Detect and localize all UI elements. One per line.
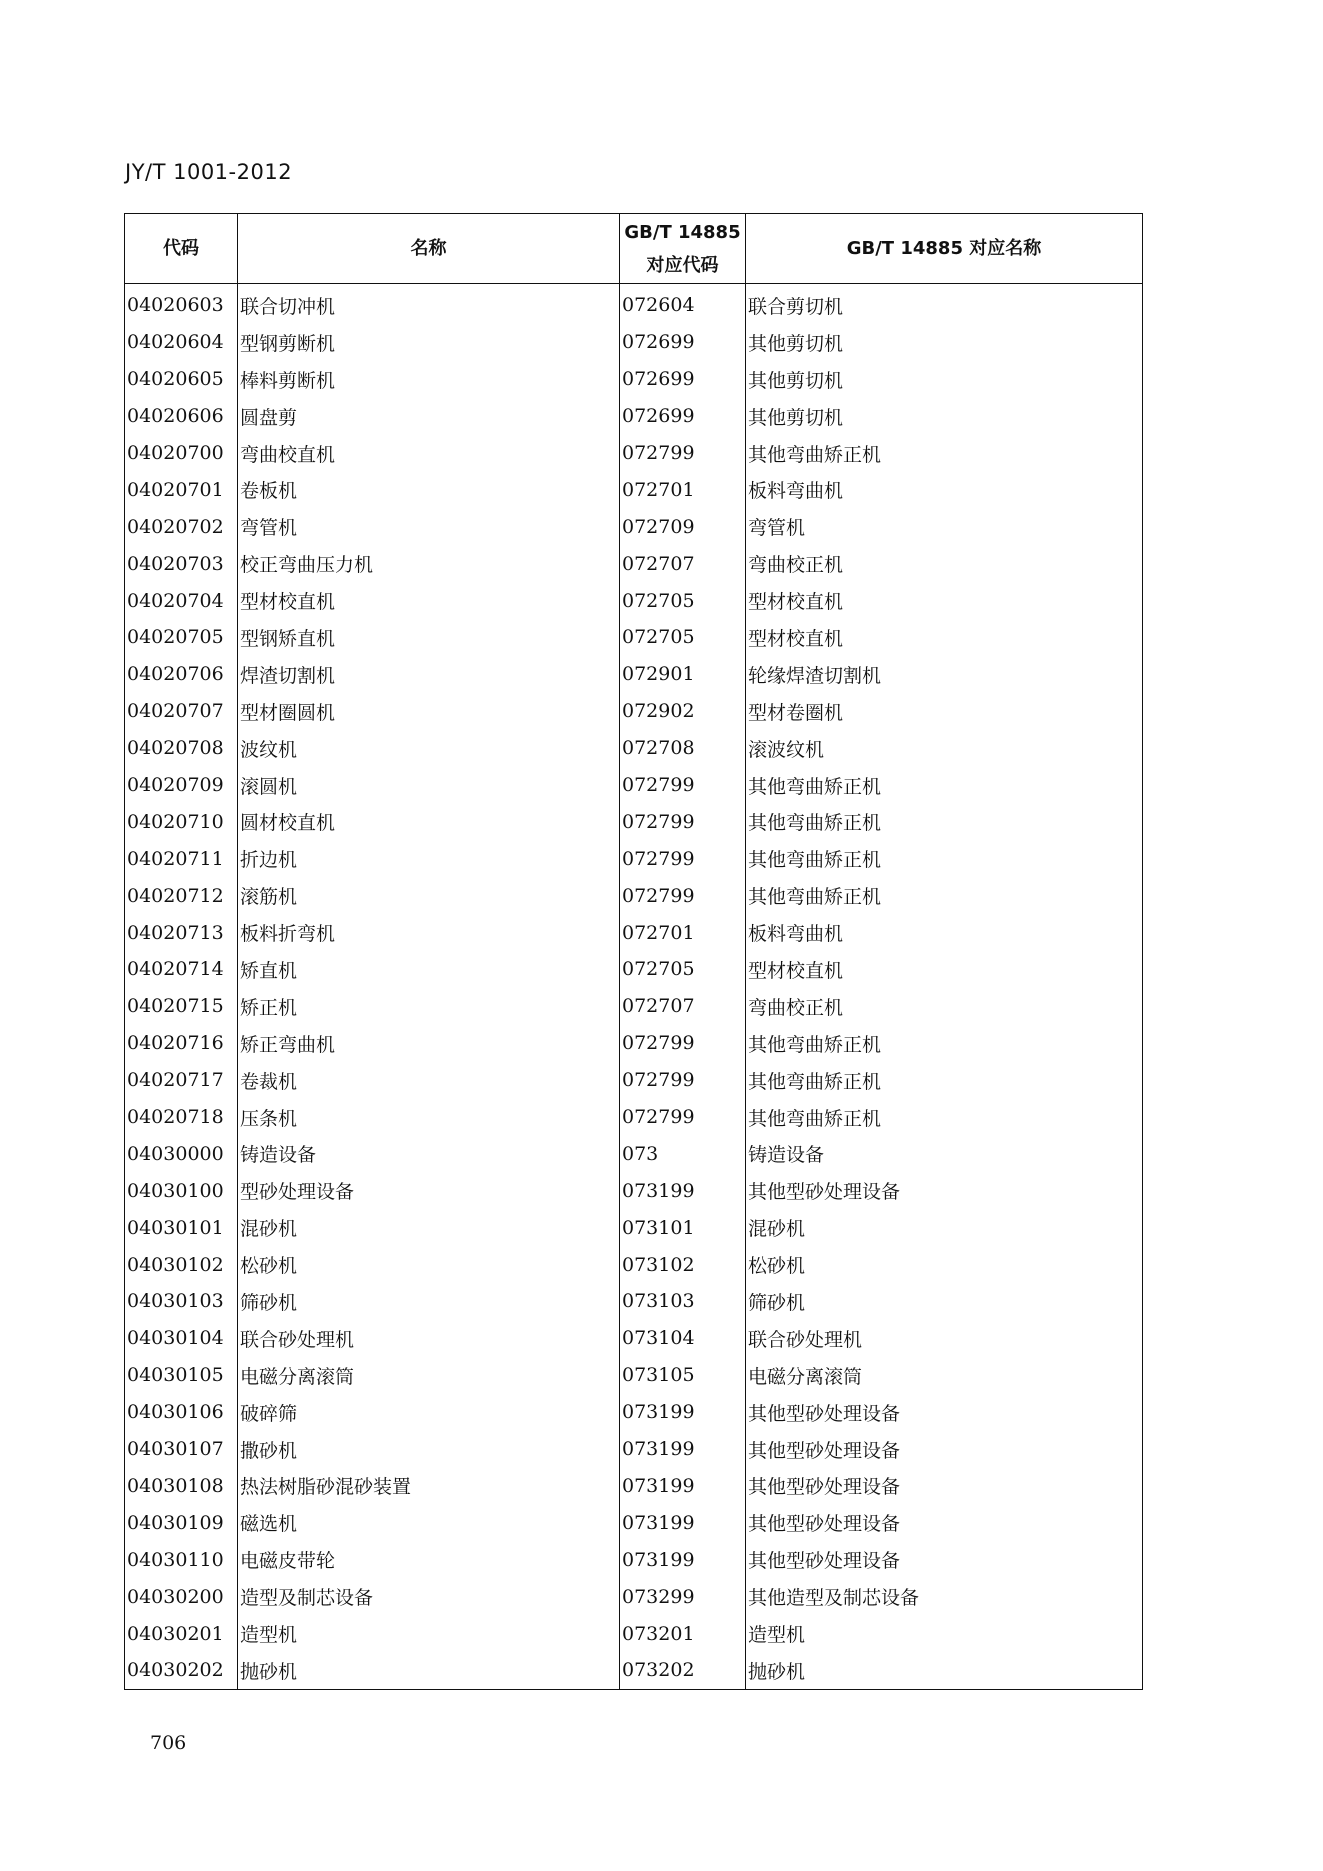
code-cell: 04020700	[125, 435, 238, 472]
code-cell: 04020713	[125, 914, 238, 951]
name-cell: 矫正弯曲机	[238, 1025, 620, 1062]
name-cell: 电磁皮带轮	[238, 1541, 620, 1578]
code-cell: 04030109	[125, 1504, 238, 1541]
gb-code-cell: 072699	[620, 361, 746, 398]
name-cell: 抛砂机	[238, 1652, 620, 1689]
gb-name-cell: 其他型砂处理设备	[746, 1172, 1143, 1209]
gb-code-cell: 072901	[620, 656, 746, 693]
code-cell: 04030201	[125, 1615, 238, 1652]
table-row	[125, 1062, 1143, 1099]
gb-name-cell: 其他弯曲矫正机	[746, 435, 1143, 472]
name-cell: 破碎筛	[238, 1394, 620, 1431]
gb-name-cell: 筛砂机	[746, 1283, 1143, 1320]
gb-code-cell: 073101	[620, 1209, 746, 1246]
name-cell: 联合砂处理机	[238, 1320, 620, 1357]
gb-code-cell: 073199	[620, 1541, 746, 1578]
gb-name-cell: 其他型砂处理设备	[746, 1431, 1143, 1468]
table-row	[125, 1504, 1143, 1541]
code-cell: 04030101	[125, 1209, 238, 1246]
gb-code-cell: 073199	[620, 1504, 746, 1541]
name-cell: 联合切冲机	[238, 284, 620, 324]
name-cell: 弯曲校直机	[238, 435, 620, 472]
table-row	[125, 1652, 1143, 1689]
table-row	[125, 877, 1143, 914]
table-header-row	[125, 214, 1143, 284]
table-row	[125, 1209, 1143, 1246]
name-cell: 压条机	[238, 1099, 620, 1136]
table-row	[125, 398, 1143, 435]
table-row	[125, 1357, 1143, 1394]
gb-name-cell: 联合砂处理机	[746, 1320, 1143, 1357]
table-row	[125, 1283, 1143, 1320]
table-row	[125, 1615, 1143, 1652]
gb-name-cell: 其他剪切机	[746, 398, 1143, 435]
gb-name-cell: 其他造型及制芯设备	[746, 1578, 1143, 1615]
gb-code-cell: 072799	[620, 840, 746, 877]
gb-name-cell: 其他剪切机	[746, 361, 1143, 398]
code-cell: 04030102	[125, 1246, 238, 1283]
code-cell: 04020706	[125, 656, 238, 693]
gb-code-cell: 073103	[620, 1283, 746, 1320]
name-cell: 矫正机	[238, 988, 620, 1025]
table-row	[125, 1578, 1143, 1615]
gb-name-cell: 其他弯曲矫正机	[746, 840, 1143, 877]
gb-name-cell: 铸造设备	[746, 1135, 1143, 1172]
code-cell: 04020710	[125, 803, 238, 840]
code-cell: 04020715	[125, 988, 238, 1025]
table-row	[125, 803, 1143, 840]
name-cell: 造型及制芯设备	[238, 1578, 620, 1615]
code-cell: 04030106	[125, 1394, 238, 1431]
gb-code-cell: 072902	[620, 693, 746, 730]
table-row	[125, 361, 1143, 398]
gb-name-cell: 型材校直机	[746, 582, 1143, 619]
gb-code-cell: 072799	[620, 767, 746, 804]
code-cell: 04020711	[125, 840, 238, 877]
gb-code-cell: 073299	[620, 1578, 746, 1615]
name-cell: 滚筋机	[238, 877, 620, 914]
gb-name-cell: 型材校直机	[746, 619, 1143, 656]
table-row	[125, 324, 1143, 361]
code-cell: 04030108	[125, 1468, 238, 1505]
gb-code-cell: 072799	[620, 877, 746, 914]
table-row	[125, 1394, 1143, 1431]
table-row	[125, 914, 1143, 951]
code-cell: 04020718	[125, 1099, 238, 1136]
name-cell: 卷裁机	[238, 1062, 620, 1099]
table-row	[125, 471, 1143, 508]
gb-code-cell: 072699	[620, 398, 746, 435]
gb-name-cell: 其他弯曲矫正机	[746, 767, 1143, 804]
name-cell: 松砂机	[238, 1246, 620, 1283]
code-cell: 04020705	[125, 619, 238, 656]
table-row	[125, 767, 1143, 804]
gb-code-cell: 072707	[620, 988, 746, 1025]
code-cell: 04030103	[125, 1283, 238, 1320]
code-cell: 04020603	[125, 284, 238, 324]
gb-name-cell: 混砂机	[746, 1209, 1143, 1246]
gb-code-cell: 073199	[620, 1431, 746, 1468]
gb-code-cell: 072701	[620, 914, 746, 951]
gb-name-cell: 其他弯曲矫正机	[746, 1099, 1143, 1136]
table-row	[125, 840, 1143, 877]
code-cell: 04030105	[125, 1357, 238, 1394]
table-row	[125, 1541, 1143, 1578]
table-body	[125, 284, 1143, 1690]
gb-name-cell: 型材卷圈机	[746, 693, 1143, 730]
gb-name-cell: 其他型砂处理设备	[746, 1541, 1143, 1578]
name-cell: 圆盘剪	[238, 398, 620, 435]
name-cell: 混砂机	[238, 1209, 620, 1246]
gb-name-cell: 弯曲校正机	[746, 988, 1143, 1025]
gb-code-cell: 073102	[620, 1246, 746, 1283]
name-cell: 弯管机	[238, 508, 620, 545]
gb-name-cell: 松砂机	[746, 1246, 1143, 1283]
name-cell: 造型机	[238, 1615, 620, 1652]
gb-code-cell: 072799	[620, 435, 746, 472]
code-cell: 04030202	[125, 1652, 238, 1689]
code-cell: 04020701	[125, 471, 238, 508]
gb-code-cell: 072705	[620, 619, 746, 656]
gb-name-cell: 其他弯曲矫正机	[746, 1025, 1143, 1062]
gb-code-cell: 072699	[620, 324, 746, 361]
name-cell: 筛砂机	[238, 1283, 620, 1320]
code-cell: 04020606	[125, 398, 238, 435]
gb-name-cell: 弯曲校正机	[746, 545, 1143, 582]
table-row	[125, 284, 1143, 324]
gb-code-cell: 073105	[620, 1357, 746, 1394]
code-cell: 04030104	[125, 1320, 238, 1357]
standard-header: JY/T 1001-2012	[125, 160, 293, 184]
gb-name-cell: 其他型砂处理设备	[746, 1504, 1143, 1541]
gb-code-cell: 072799	[620, 803, 746, 840]
gb-code-cell: 072705	[620, 582, 746, 619]
code-cell: 04030200	[125, 1578, 238, 1615]
name-cell: 型材圈圆机	[238, 693, 620, 730]
gb-name-cell: 型材校直机	[746, 951, 1143, 988]
gb-name-cell: 轮缘焊渣切割机	[746, 656, 1143, 693]
gb-name-cell: 板料弯曲机	[746, 914, 1143, 951]
header-gb-code-line2: 对应代码	[646, 254, 719, 276]
gb-code-cell: 072799	[620, 1025, 746, 1062]
name-cell: 电磁分离滚筒	[238, 1357, 620, 1394]
code-cell: 04020702	[125, 508, 238, 545]
page-number: 706	[150, 1732, 187, 1754]
gb-code-cell: 073	[620, 1135, 746, 1172]
name-cell: 型钢剪断机	[238, 324, 620, 361]
code-cell: 04020716	[125, 1025, 238, 1062]
name-cell: 磁选机	[238, 1504, 620, 1541]
table-row	[125, 1320, 1143, 1357]
code-cell: 04020605	[125, 361, 238, 398]
name-cell: 卷板机	[238, 471, 620, 508]
table-row	[125, 988, 1143, 1025]
code-cell: 04020712	[125, 877, 238, 914]
header-name: 名称	[238, 214, 620, 284]
name-cell: 滚圆机	[238, 767, 620, 804]
code-cell: 04020707	[125, 693, 238, 730]
name-cell: 型砂处理设备	[238, 1172, 620, 1209]
gb-code-cell: 073199	[620, 1172, 746, 1209]
gb-code-cell: 073202	[620, 1652, 746, 1689]
name-cell: 矫直机	[238, 951, 620, 988]
code-cell: 04020708	[125, 730, 238, 767]
name-cell: 圆材校直机	[238, 803, 620, 840]
code-mapping-table	[124, 213, 1143, 1690]
gb-code-cell: 073199	[620, 1394, 746, 1431]
gb-code-cell: 073201	[620, 1615, 746, 1652]
code-cell: 04030110	[125, 1541, 238, 1578]
gb-code-cell: 072707	[620, 545, 746, 582]
gb-code-cell: 073104	[620, 1320, 746, 1357]
table-row	[125, 1431, 1143, 1468]
gb-name-cell: 其他剪切机	[746, 324, 1143, 361]
gb-name-cell: 其他弯曲矫正机	[746, 877, 1143, 914]
code-cell: 04020704	[125, 582, 238, 619]
name-cell: 折边机	[238, 840, 620, 877]
name-cell: 棒料剪断机	[238, 361, 620, 398]
gb-code-cell: 072708	[620, 730, 746, 767]
name-cell: 撒砂机	[238, 1431, 620, 1468]
table-row	[125, 1468, 1143, 1505]
table-row	[125, 1246, 1143, 1283]
table-row	[125, 951, 1143, 988]
name-cell: 校正弯曲压力机	[238, 545, 620, 582]
gb-name-cell: 电磁分离滚筒	[746, 1357, 1143, 1394]
gb-name-cell: 造型机	[746, 1615, 1143, 1652]
table-row	[125, 582, 1143, 619]
header-gb-name: GB/T 14885 对应名称	[746, 214, 1143, 284]
gb-name-cell: 板料弯曲机	[746, 471, 1143, 508]
name-cell: 焊渣切割机	[238, 656, 620, 693]
table-row	[125, 693, 1143, 730]
header-gb-code-line1: GB/T 14885	[624, 221, 741, 243]
table-row	[125, 1135, 1143, 1172]
table-row	[125, 1025, 1143, 1062]
gb-code-cell: 072705	[620, 951, 746, 988]
table-row	[125, 1099, 1143, 1136]
code-cell: 04020717	[125, 1062, 238, 1099]
gb-code-cell: 072799	[620, 1062, 746, 1099]
gb-name-cell: 联合剪切机	[746, 284, 1143, 324]
gb-name-cell: 弯管机	[746, 508, 1143, 545]
code-cell: 04030107	[125, 1431, 238, 1468]
header-code: 代码	[125, 214, 238, 284]
table-row	[125, 545, 1143, 582]
code-cell: 04030100	[125, 1172, 238, 1209]
gb-name-cell: 其他弯曲矫正机	[746, 803, 1143, 840]
header-gb-code	[620, 214, 746, 284]
table-row	[125, 619, 1143, 656]
name-cell: 型钢矫直机	[238, 619, 620, 656]
gb-code-cell: 072709	[620, 508, 746, 545]
name-cell: 热法树脂砂混砂装置	[238, 1468, 620, 1505]
table-row	[125, 1172, 1143, 1209]
table-row	[125, 435, 1143, 472]
table-row	[125, 508, 1143, 545]
gb-name-cell: 滚波纹机	[746, 730, 1143, 767]
table-row	[125, 730, 1143, 767]
gb-name-cell: 其他弯曲矫正机	[746, 1062, 1143, 1099]
name-cell: 铸造设备	[238, 1135, 620, 1172]
table-row	[125, 656, 1143, 693]
gb-name-cell: 抛砂机	[746, 1652, 1143, 1689]
gb-name-cell: 其他型砂处理设备	[746, 1394, 1143, 1431]
code-cell: 04020604	[125, 324, 238, 361]
gb-code-cell: 073199	[620, 1468, 746, 1505]
gb-code-cell: 072799	[620, 1099, 746, 1136]
gb-code-cell: 072604	[620, 284, 746, 324]
code-cell: 04020703	[125, 545, 238, 582]
code-cell: 04030000	[125, 1135, 238, 1172]
code-cell: 04020714	[125, 951, 238, 988]
name-cell: 型材校直机	[238, 582, 620, 619]
name-cell: 板料折弯机	[238, 914, 620, 951]
code-cell: 04020709	[125, 767, 238, 804]
name-cell: 波纹机	[238, 730, 620, 767]
gb-name-cell: 其他型砂处理设备	[746, 1468, 1143, 1505]
gb-code-cell: 072701	[620, 471, 746, 508]
